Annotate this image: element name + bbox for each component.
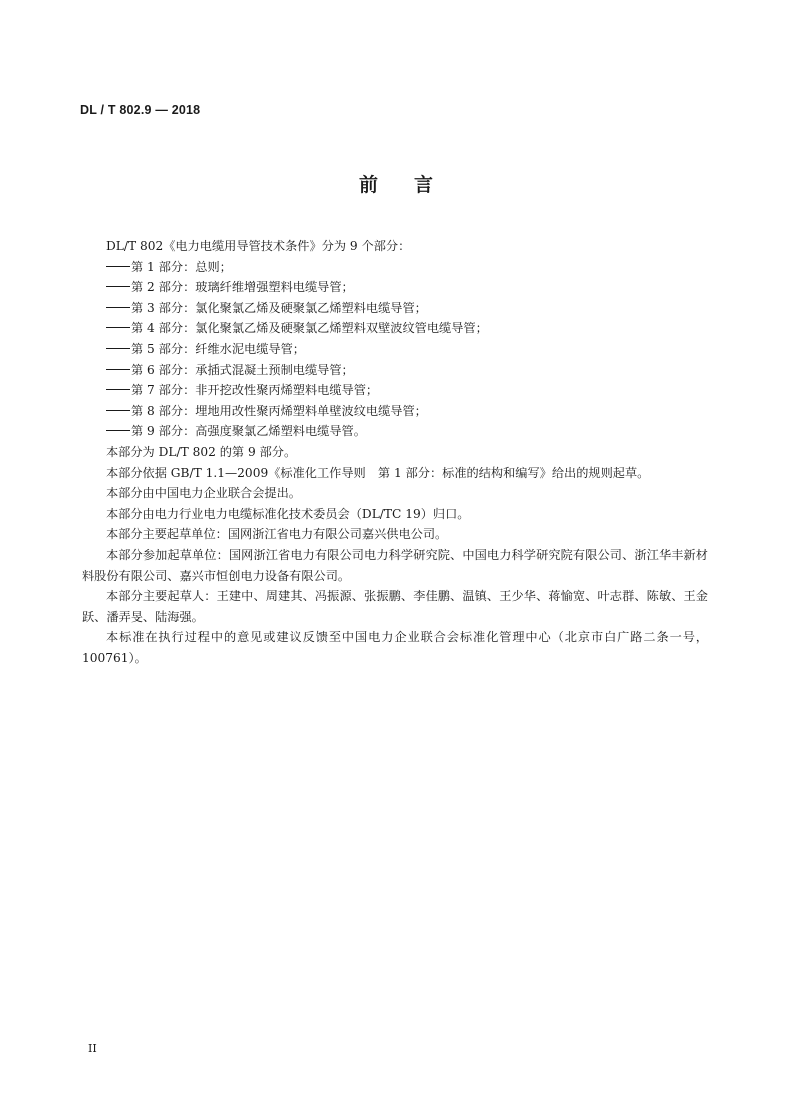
page-number: II	[88, 1042, 97, 1055]
dash-mark	[106, 286, 130, 287]
proposed-by-paragraph: 本部分由中国电力企业联合会提出。	[106, 486, 301, 501]
dash-mark	[106, 430, 130, 431]
main-drafting-unit-paragraph: 本部分主要起草单位：国网浙江省电力有限公司嘉兴供电公司。	[106, 527, 448, 542]
intro-paragraph: DL/T 802《电力电缆用导管技术条件》分为 9 个部分：	[106, 239, 411, 253]
part-list-item	[82, 360, 708, 381]
dash-mark	[106, 327, 130, 328]
title-char-1: 前	[358, 174, 378, 196]
part-list-item	[82, 318, 708, 339]
part-list-item-text: 第 4 部分：氯化聚氯乙烯及硬聚氯乙烯塑料双壁波纹管电缆导管；	[131, 321, 488, 336]
part-list-item	[82, 298, 708, 319]
drafting-basis-paragraph: 本部分依据 GB/T 1.1—2009《标准化工作导则 第 1 部分：标准的结构和编写》给出的规则起草。	[106, 465, 650, 480]
part-of-paragraph: 本部分为 DL/T 802 的第 9 部分。	[106, 444, 297, 459]
part-list-item-text: 第 6 部分：承插式混凝土预制电缆导管；	[131, 362, 354, 377]
dash-mark	[106, 266, 130, 267]
part-list-item-text: 第 2 部分：玻璃纤维增强塑料电缆导管；	[131, 280, 354, 295]
part-list-item-text: 第 8 部分：埋地用改性聚丙烯塑料单壁波纹电缆导管；	[131, 403, 427, 418]
part-list-item	[82, 421, 708, 442]
part-list-item	[82, 257, 708, 278]
managed-by-paragraph: 本部分由电力行业电力电缆标准化技术委员会（DL/TC 19）归口。	[106, 506, 470, 521]
title-char-2: 言	[414, 174, 434, 196]
part-list-item-text: 第 5 部分：纤维水泥电缆导管；	[131, 341, 305, 356]
part-list-item-text: 第 3 部分：氯化聚氯乙烯及硬聚氯乙烯塑料电缆导管；	[131, 300, 427, 315]
part-list-item	[82, 380, 708, 401]
dash-mark	[106, 369, 130, 370]
main-drafters-paragraph: 本部分主要起草人：王建中、周建其、冯振源、张振鹏、李佳鹏、温镇、王少华、蒋愉宽、叶志群、陈敏、王金跃、潘弄旻、陆海强。	[82, 589, 708, 624]
dash-mark	[106, 389, 130, 390]
dash-mark	[106, 348, 130, 349]
foreword-body	[82, 236, 708, 668]
document-code: DL / T 802.9 — 2018	[80, 103, 201, 117]
page-title	[0, 170, 792, 197]
part-list-item-text: 第 9 部分：高强度聚氯乙烯塑料电缆导管。	[131, 424, 366, 439]
part-list-item-text: 第 7 部分：非开挖改性聚丙烯塑料电缆导管；	[131, 383, 379, 398]
dash-mark	[106, 410, 130, 411]
part-list-item	[82, 401, 708, 422]
feedback-paragraph: 本标准在执行过程中的意见或建议反馈至中国电力企业联合会标准化管理中心（北京市白广路二条一号，100761）。	[82, 630, 708, 665]
part-list-item-text: 第 1 部分：总则；	[131, 259, 232, 274]
dash-mark	[106, 307, 130, 308]
part-list-item	[82, 339, 708, 360]
participating-units-paragraph: 本部分参加起草单位：国网浙江省电力有限公司电力科学研究院、中国电力科学研究院有限公司、浙江华丰新材料股份有限公司、嘉兴市恒创电力设备有限公司。	[82, 547, 708, 583]
part-list-item	[82, 277, 708, 298]
